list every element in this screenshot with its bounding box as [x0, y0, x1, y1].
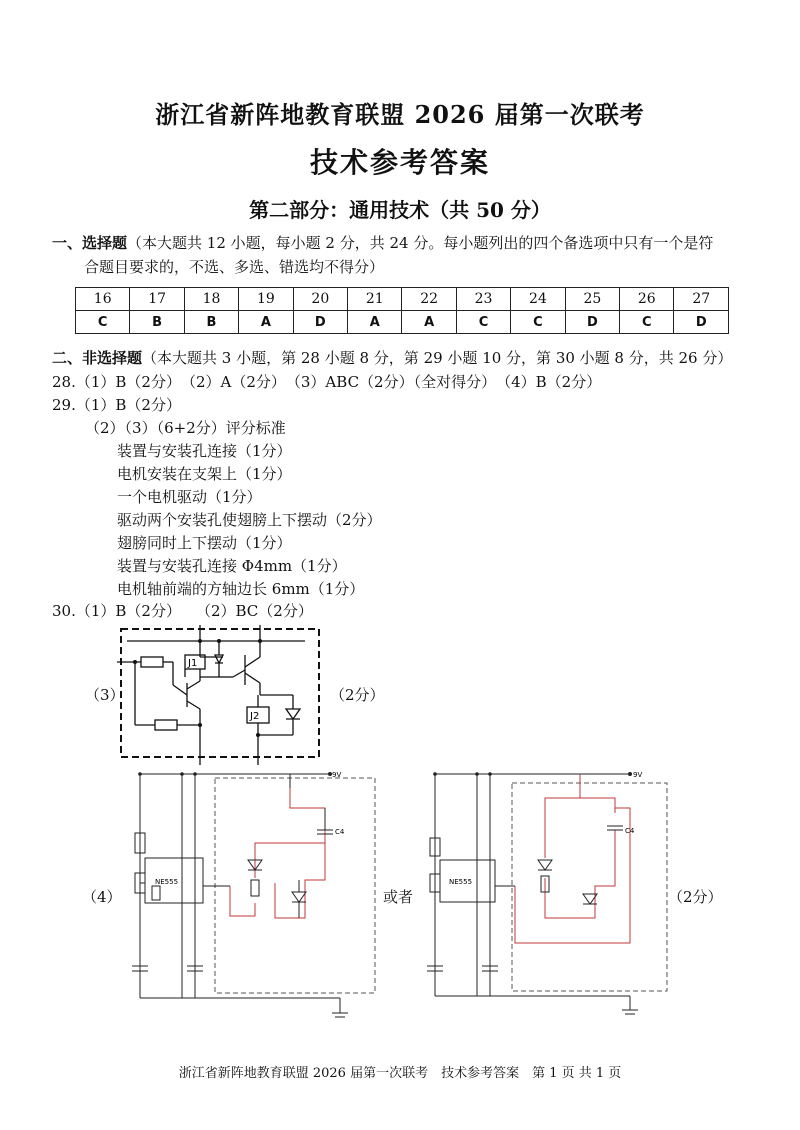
question-number-cell: 20 [293, 288, 347, 311]
q28-answer: 28.（1）B（2分） （2）A（2分） （3）ABC（2分）（全对得分） （4）B（2分） [52, 373, 602, 391]
ic-label-b: NE555 [449, 878, 473, 886]
q29-criterion: 驱动两个安装孔使翅膀上下摆动（2分） [117, 511, 382, 529]
ic-label-a: NE555 [155, 878, 179, 886]
page-footer: 浙江省新阵地教育联盟 2026 届第一次联考 技术参考答案 第 1 页 共 1 页 [178, 1066, 622, 1081]
answer-cell: A [402, 311, 456, 334]
q29-criterion: 装置与安装孔连接 Φ4mm（1分） [117, 557, 347, 575]
answer-cell: A [348, 311, 402, 334]
question-number-cell: 16 [76, 288, 130, 311]
question-number-cell: 24 [511, 288, 565, 311]
answer-table [75, 287, 729, 334]
ne555-circuit-diagram-a [120, 768, 380, 1028]
question-number-cell: 18 [184, 288, 238, 311]
q30-4-or: 或者 [383, 888, 414, 906]
answer-cell: A [239, 311, 293, 334]
ne555-circuit-diagram-b [420, 768, 680, 1028]
question-number-cell: 23 [456, 288, 510, 311]
part2-heading: 二、非选择题 [52, 349, 143, 367]
part2-intro [52, 347, 732, 369]
document-title: 技术参考答案 [309, 146, 490, 179]
q29-criterion: 翅膀同时上下摆动（1分） [117, 534, 292, 552]
exam-title: 浙江省新阵地教育联盟 2026 届第一次联考 [155, 100, 645, 129]
relay-j2-label: J2 [250, 711, 260, 722]
answer-cell: C [511, 311, 565, 334]
part1-desc-line1: （本大题共 12 小题，每小题 2 分，共 24 分。每小题列出的四个备选项中只有一个是符 [127, 234, 714, 252]
q30-3-label: （3） [85, 686, 125, 704]
q29-criterion: 电机轴前端的方轴边长 6mm（1分） [117, 580, 365, 598]
q30-part1-2: 30.（1）B（2分） （2）BC（2分） [52, 602, 313, 620]
answer-cell: D [674, 311, 729, 334]
answer-cell: D [565, 311, 619, 334]
q29-criterion: 电机安装在支架上（1分） [117, 465, 292, 483]
question-number-cell: 26 [620, 288, 674, 311]
question-number-cell: 21 [348, 288, 402, 311]
part1-desc-line2: 合题目要求的，不选、多选、错选均不得分） [84, 258, 385, 276]
q30-4-score: （2分） [668, 888, 723, 906]
relay-j1-label: J1 [188, 658, 198, 669]
answer-cell: B [130, 311, 184, 334]
q29-part1: 29.（1）B（2分） [52, 396, 181, 414]
supply-label-b: 9V [633, 771, 643, 779]
q30-3-score: （2分） [330, 686, 385, 704]
supply-label-a: 9V [332, 771, 342, 779]
answer-table-numbers-row [76, 288, 729, 311]
q30-4-label: （4） [82, 888, 122, 906]
q29-criteria-heading: （2）（3）（6+2分）评分标准 [85, 419, 286, 437]
q29-criterion: 装置与安装孔连接（1分） [117, 442, 292, 460]
part1-intro [52, 232, 713, 254]
relay-circuit-diagram [115, 625, 325, 765]
capacitor-label-b: C4 [625, 827, 635, 835]
answer-cell: D [293, 311, 347, 334]
question-number-cell: 22 [402, 288, 456, 311]
answer-cell: B [184, 311, 238, 334]
question-number-cell: 17 [130, 288, 184, 311]
question-number-cell: 19 [239, 288, 293, 311]
part1-heading: 一、选择题 [52, 234, 128, 252]
answer-cell: C [76, 311, 130, 334]
part2-desc: （本大题共 3 小题，第 28 小题 8 分，第 29 小题 10 分，第 30 小题 8 分，共 26 分） [142, 349, 733, 367]
answer-cell: C [620, 311, 674, 334]
answer-table-answers-row [76, 311, 729, 334]
capacitor-label-a: C4 [335, 828, 345, 836]
section-title: 第二部分：通用技术（共 50 分） [249, 198, 551, 222]
answer-cell: C [456, 311, 510, 334]
question-number-cell: 25 [565, 288, 619, 311]
q29-criterion: 一个电机驱动（1分） [117, 488, 262, 506]
question-number-cell: 27 [674, 288, 729, 311]
